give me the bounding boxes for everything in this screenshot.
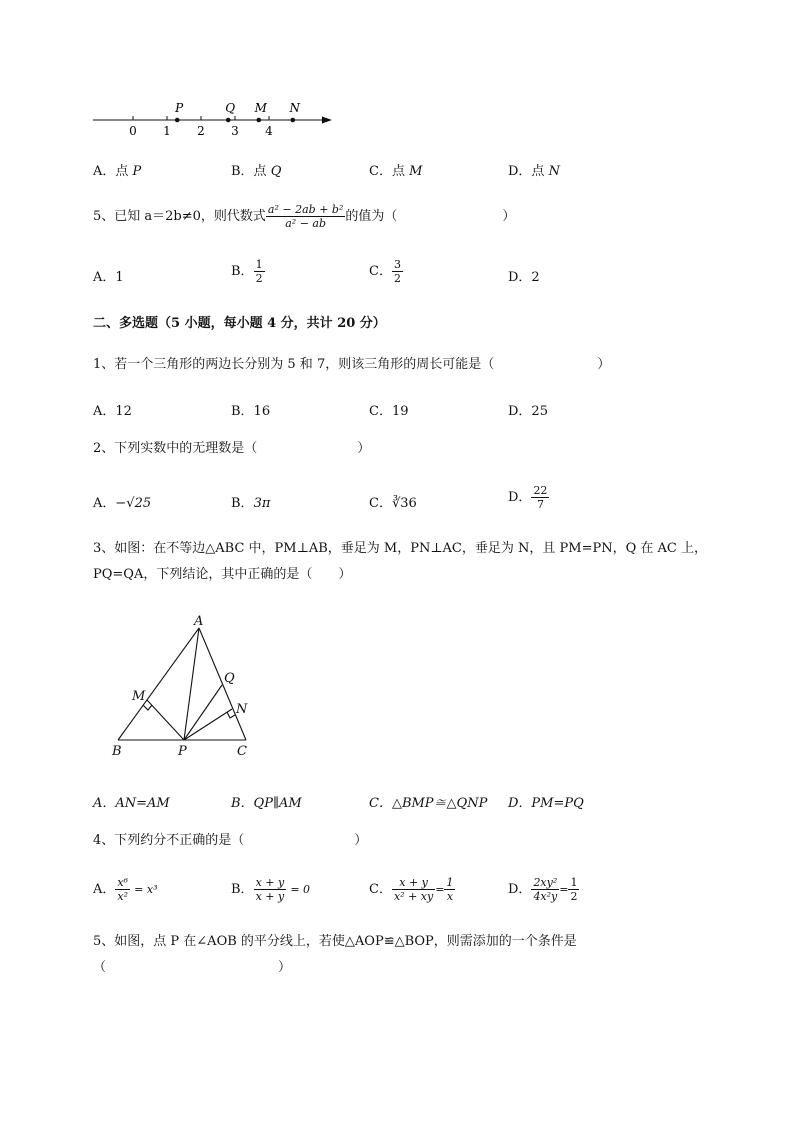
- m3-option-d: D．PM=PQ: [508, 796, 584, 811]
- q5a-fraction: $\frac{\text{a² − 2ab + b²}}{\text{a² − ab}}$: [267, 203, 344, 230]
- q5a-option-d: D．2: [508, 270, 540, 285]
- m2-option-d: D． $\frac{22}{7}$: [508, 484, 548, 511]
- label-m: M: [132, 689, 146, 704]
- m1-option-a: A．12: [93, 404, 132, 419]
- number-line-figure: [88, 96, 338, 138]
- label-q: Q: [224, 671, 235, 686]
- m1-option-d: D．25: [508, 404, 548, 419]
- section-heading: 二、多选题（5 小题，每小题 4 分，共计 20 分）: [93, 316, 386, 331]
- point-dot: [291, 118, 296, 123]
- tick-label: 4: [265, 124, 273, 138]
- m4-option-a: A． $\frac{\text{x⁶}}{\text{x²}}$ = x³: [93, 876, 158, 903]
- segment-pn: [184, 709, 232, 740]
- triangle-figure: [108, 612, 258, 762]
- prev-option-a: A．点 P: [93, 164, 142, 179]
- prev-option-c: C．点 M: [369, 164, 423, 179]
- point-label: N: [289, 101, 301, 115]
- m5-stem-line1: 5、如图，点 P 在∠AOB 的平分线上，若使△AOP≌△BOP，则需添加的一个条件是: [93, 934, 577, 949]
- q5a-stem: 5、已知 a＝2b≠0，则代数式 $\frac{\text{a² − 2ab + b²}}{\text{a² − ab}}$ 的值为（ ）: [93, 203, 516, 230]
- m3-option-b: B．QP∥AM: [231, 796, 302, 811]
- side-ab: [118, 628, 199, 740]
- m2-stem: 2、下列实数中的无理数是（ ）: [93, 441, 371, 456]
- side-ac: [199, 628, 246, 740]
- m5-stem-line2: （ ）: [93, 960, 292, 975]
- m4-option-d: D． $\frac{\text{2xy²}}{\text{4x²y}}$ = $\frac{1}{2}$: [508, 876, 578, 903]
- m1-option-b: B．16: [231, 404, 271, 419]
- right-angle-n: [227, 712, 235, 718]
- m2-option-a: A．−√25: [93, 496, 152, 511]
- m3-stem-line1: 3、如图：在不等边△ABC 中，PM⊥AB，垂足为 M，PN⊥AC，垂足为 N，且 PM=PN，Q 在 AC 上，: [93, 541, 707, 556]
- point-dot: [257, 118, 262, 123]
- m4-option-c: C． $\frac{x + y}{\text{x² + xy}}$ = $\frac{1}{x}$: [369, 876, 454, 903]
- m4-stem: 4、下列约分不正确的是（ ）: [93, 833, 368, 848]
- label-c: C: [237, 744, 247, 759]
- point-label: Q: [225, 101, 236, 115]
- m3-option-a: A．AN=AM: [93, 796, 170, 811]
- prev-option-d: D．点 N: [508, 164, 560, 179]
- tick-label: 2: [197, 124, 205, 138]
- number-line-arrow: [322, 117, 332, 124]
- m2-option-c: C．∛36: [369, 496, 417, 511]
- tick-label: 1: [163, 124, 171, 138]
- label-b: B: [112, 744, 122, 759]
- right-angle-m: [143, 705, 152, 710]
- point-label: P: [175, 101, 184, 115]
- label-p: P: [178, 744, 187, 759]
- label-a: A: [194, 614, 204, 629]
- segment-pm: [147, 700, 184, 740]
- prev-option-b: B．点 Q: [231, 164, 282, 179]
- m3-stem-line2: PQ=QA，下列结论，其中正确的是（ ）: [93, 567, 352, 582]
- q5a-option-c: C． $\frac{3}{2}$: [369, 258, 401, 285]
- q5a-option-a: A．1: [93, 270, 124, 285]
- point-label: M: [254, 101, 267, 115]
- segment-pq: [184, 685, 222, 740]
- q5a-option-b: B． $\frac{1}{2}$: [231, 258, 263, 285]
- m3-option-c: C．△BMP≅△QNP: [369, 796, 488, 811]
- m1-option-c: C．19: [369, 404, 409, 419]
- tick-label: 0: [129, 124, 137, 138]
- m1-stem: 1、若一个三角形的两边长分别为 5 和 7，则该三角形的周长可能是（ ）: [93, 357, 611, 372]
- m2-option-b: B．3π: [231, 496, 271, 511]
- label-n: N: [236, 702, 248, 717]
- m4-option-b: B． $\frac{x + y}{x + y}$ = 0: [231, 876, 311, 903]
- point-dot: [226, 118, 231, 123]
- point-dot: [175, 118, 180, 123]
- tick-label: 3: [231, 124, 239, 138]
